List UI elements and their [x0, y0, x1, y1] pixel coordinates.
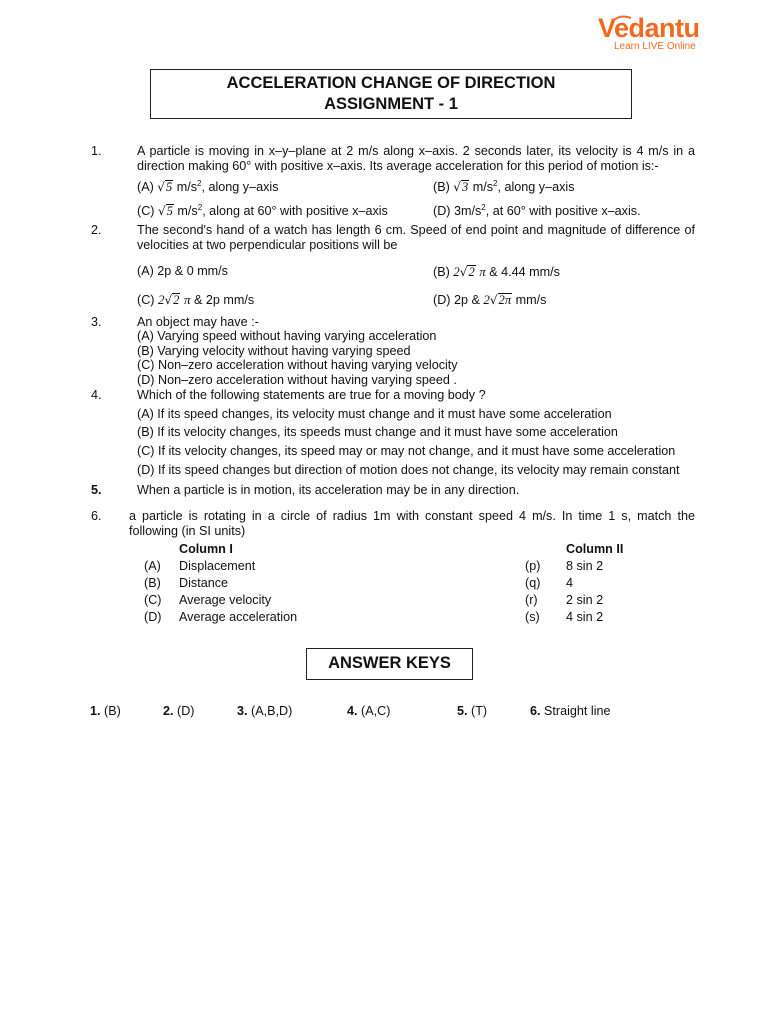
column-2-header: Column II [566, 542, 624, 556]
answer-item: 3. (A,B,D) [237, 704, 293, 718]
question-text: Which of the following statements are true for a moving body ? [137, 388, 486, 402]
question-number: 6. [91, 509, 102, 523]
option-d: (D) 2p & 2√2π mm/s [433, 292, 547, 307]
question-number: 4. [91, 388, 102, 402]
match-key: (A) [144, 559, 161, 573]
answer-keys-heading: ANSWER KEYS [306, 648, 473, 680]
column-1-header: Column I [179, 542, 233, 556]
question-number: 5. [91, 483, 102, 497]
question-number: 1. [91, 144, 102, 158]
match-item: 8 sin 2 [566, 559, 604, 573]
answer-item: 4. (A,C) [347, 704, 391, 718]
answer-item: 2. (D) [163, 704, 195, 718]
question-number: 3. [91, 315, 102, 329]
sqrt-icon: √ [459, 265, 468, 279]
match-item: 4 [566, 576, 574, 590]
match-item: 2 sin 2 [566, 593, 604, 607]
title-line-2: ASSIGNMENT - 1 [324, 95, 458, 113]
question-text: A particle is moving in x–y–plane at 2 m/s along x–axis. 2 seconds later, its velocity is 4 m/s in a direction making 60° with positive x–axis. Its average acceleration for this period of motion is:- [137, 144, 695, 173]
match-key: (s) [525, 610, 540, 624]
option-b: (B) Varying velocity without having varying speed [137, 344, 411, 358]
sqrt-icon: √ [157, 204, 166, 218]
question-text: An object may have :- [137, 315, 259, 329]
sqrt-icon: √ [489, 293, 498, 307]
vedantu-logo [598, 14, 708, 52]
option-c: (C) 2√2 π & 2p mm/s [137, 292, 255, 307]
option-d: (D) If its speed changes but direction of motion does not change, its velocity may remain constant [137, 463, 680, 477]
sqrt-icon: √ [164, 293, 173, 307]
answer-item: 1. (B) [90, 704, 121, 718]
answer-item: 5. (T) [457, 704, 488, 718]
match-key: (C) [144, 593, 162, 607]
answer-item: 6. Straight line [530, 704, 611, 718]
match-item: Average velocity [179, 593, 272, 607]
option-a: (A) Varying speed without having varying acceleration [137, 329, 437, 343]
title-line-1: ACCELERATION CHANGE OF DIRECTION [226, 74, 556, 92]
logo-wordmark: Vedantu [598, 13, 700, 43]
option-a: (A) If its speed changes, its velocity must change and it must have some acceleration [137, 407, 612, 421]
match-item: Distance [179, 576, 228, 590]
sqrt-icon: √ [453, 180, 461, 194]
match-key: (r) [525, 593, 538, 607]
logo-tagline: Learn LIVE Online [614, 41, 696, 52]
option-a: (A) √5 $m/s^2$, along y–axis [137, 179, 279, 194]
option-d: (D) Non–zero acceleration without having varying speed . [137, 373, 457, 387]
match-item: Displacement [179, 559, 256, 573]
page-title [150, 69, 632, 119]
question-text: The second's hand of a watch has length 6 cm. Speed of end point and magnitude of difference of velocities at two perpendicular positions will be [137, 223, 695, 252]
question-text: When a particle is in motion, its acceleration may be in any direction. [137, 483, 520, 497]
question-number: 2. [91, 223, 102, 237]
option-c: (C) If its velocity changes, its speed may or may not change, and it must have some acceleration [137, 444, 676, 458]
logo-swoosh-icon [612, 15, 632, 23]
match-item: 4 sin 2 [566, 610, 604, 624]
option-b: (B) √3 $m/s^2$, along y–axis [433, 179, 575, 194]
option-b: (B) If its velocity changes, its speeds must change and it must have some acceleration [137, 425, 618, 439]
match-key: (p) [525, 559, 541, 573]
option-d: (D) $3m/s^2$, at 60° with positive x–axis. [433, 203, 641, 218]
option-b: (B) 2√2 π & 4.44 mm/s [433, 264, 560, 279]
option-a: (A) 2p & 0 mm/s [137, 264, 228, 278]
match-key: (D) [144, 610, 162, 624]
option-c: (C) √5 $m/s^2$, along at 60° with positive x–axis [137, 203, 388, 218]
question-text: a particle is rotating in a circle of radius 1m with constant speed 4 m/s. In time 1 s, match the following (in SI units) [129, 509, 695, 538]
sqrt-icon: √ [157, 180, 165, 194]
match-key: (q) [525, 576, 541, 590]
option-c: (C) Non–zero acceleration without having varying velocity [137, 358, 458, 372]
match-item: Average acceleration [179, 610, 298, 624]
match-key: (B) [144, 576, 161, 590]
